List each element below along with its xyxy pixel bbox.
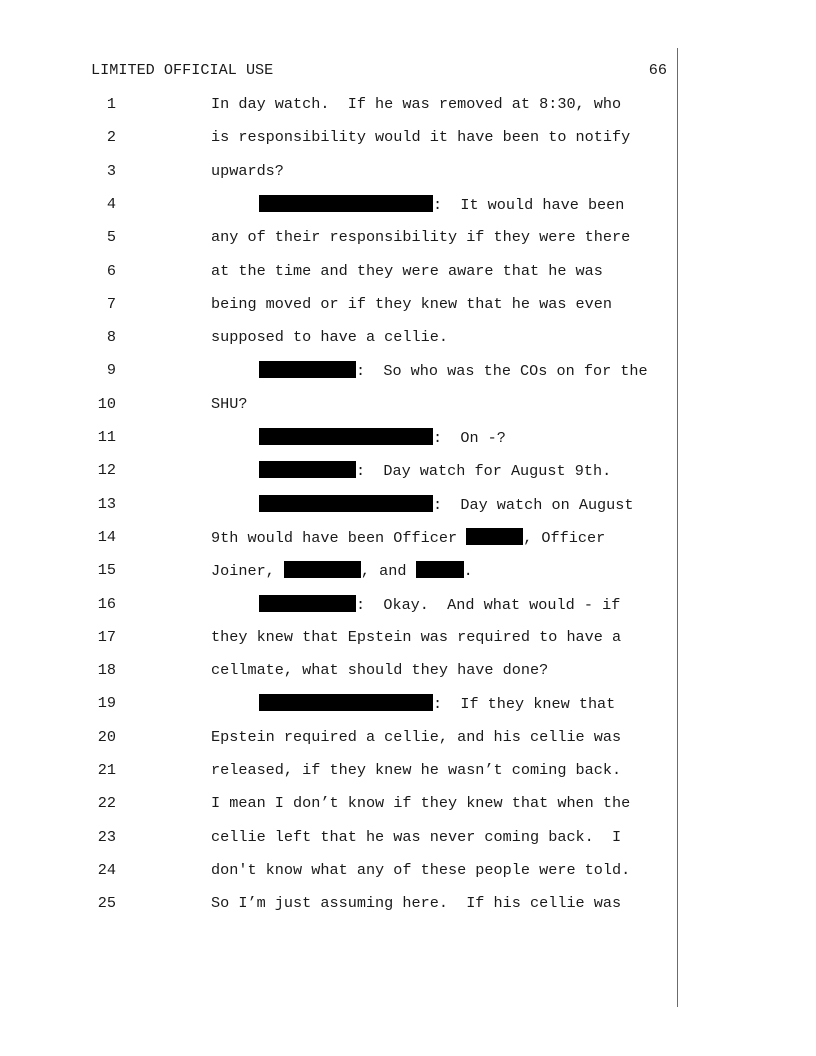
text-segment: Joiner, [211, 562, 284, 581]
line-number: 19 [97, 694, 116, 713]
line-text [211, 761, 621, 779]
line-text [211, 228, 630, 246]
line-text [211, 894, 621, 912]
transcript-line [0, 561, 680, 581]
line-text [211, 628, 621, 646]
text-segment: supposed to have a cellie. [211, 328, 448, 347]
line-number: 24 [97, 860, 116, 879]
transcript-line [0, 761, 680, 781]
speaker-line-text [259, 461, 611, 480]
line-text [211, 794, 630, 812]
line-number: 15 [97, 561, 116, 580]
text-segment: cellie left that he was never coming back. I [211, 827, 622, 846]
text-segment: : It would have been [433, 195, 625, 214]
text-segment: , and [360, 562, 416, 581]
line-number: 3 [106, 161, 116, 180]
transcript-line [0, 595, 680, 615]
transcript-line [0, 528, 680, 548]
line-text [211, 661, 548, 679]
speaker-line-text [259, 495, 634, 514]
line-number: 22 [97, 794, 116, 813]
line-text [211, 828, 621, 846]
line-number: 1 [106, 95, 116, 113]
page-number: 66 [648, 61, 667, 79]
transcript-line [0, 295, 680, 315]
transcript-line [0, 195, 680, 215]
redaction-box [259, 495, 433, 512]
line-text [211, 328, 448, 346]
transcript-line [0, 395, 680, 415]
line-number: 13 [97, 494, 116, 513]
speaker-line-text [259, 195, 624, 214]
transcript-line [0, 728, 680, 748]
redaction-box [416, 561, 464, 578]
speaker-line-text [259, 361, 648, 380]
line-number: 17 [97, 627, 116, 646]
transcript-line [0, 661, 680, 681]
transcript-line [0, 95, 680, 115]
line-number: 14 [97, 527, 116, 546]
redaction-box [259, 428, 433, 445]
line-number: 9 [106, 361, 116, 380]
text-segment: any of their responsibility if they were there [211, 228, 631, 247]
line-number: 6 [106, 261, 116, 280]
text-segment: they knew that Epstein was required to have a [211, 627, 622, 646]
text-segment: : If they knew that [433, 695, 616, 714]
transcript-line [0, 262, 680, 282]
line-number: 25 [97, 894, 116, 913]
redaction-box [466, 528, 523, 545]
text-segment: : Day watch on August [433, 495, 634, 514]
line-number: 10 [97, 394, 116, 413]
redaction-box [284, 561, 361, 578]
line-number: 23 [97, 827, 116, 846]
transcript-line [0, 461, 680, 481]
transcript-line [0, 228, 680, 248]
transcript-line [0, 861, 680, 881]
redaction-box [259, 595, 356, 612]
text-segment: In day watch. If he was removed at 8:30, who [211, 95, 622, 113]
line-number: 2 [106, 128, 116, 147]
transcript-line [0, 361, 680, 381]
line-text [211, 95, 621, 113]
line-number: 4 [106, 194, 116, 213]
line-number: 12 [97, 461, 116, 480]
text-segment: : Day watch for August 9th. [356, 462, 612, 481]
text-segment: : On -? [433, 429, 506, 447]
text-segment: So I’m just assuming here. If his cellie was [211, 894, 622, 913]
line-text [211, 728, 621, 746]
text-segment: Epstein required a cellie, and his cellie was [211, 727, 622, 746]
text-segment: released, if they knew he wasn’t coming back. [211, 761, 622, 779]
transcript-line [0, 495, 680, 515]
transcript-line [0, 794, 680, 814]
line-number: 5 [106, 228, 116, 247]
transcript-line [0, 894, 680, 914]
text-segment: at the time and they were aware that he was [211, 261, 603, 280]
line-number: 20 [97, 727, 116, 746]
line-text [211, 262, 603, 280]
line-number: 18 [97, 661, 116, 680]
line-number: 11 [97, 428, 116, 446]
line-text [211, 528, 605, 547]
transcript-line [0, 128, 680, 148]
line-number: 21 [97, 761, 116, 779]
line-number: 16 [97, 594, 116, 613]
transcript-line [0, 162, 680, 182]
line-text [211, 128, 630, 146]
line-number: 7 [106, 294, 116, 313]
text-segment: : Okay. And what would - if [356, 595, 621, 614]
transcript-line [0, 828, 680, 848]
text-segment: don't know what any of these people were told. [211, 860, 631, 879]
transcript-line [0, 628, 680, 648]
transcript-line [0, 694, 680, 714]
transcript-line [0, 428, 680, 448]
text-segment: is responsibility would it have been to notify [211, 128, 631, 147]
text-segment: upwards? [211, 161, 284, 180]
text-segment: , Officer [523, 528, 606, 547]
line-text [211, 395, 247, 413]
line-text [211, 162, 284, 180]
transcript-line [0, 328, 680, 348]
redaction-box [259, 361, 356, 378]
redaction-box [259, 694, 433, 711]
redaction-box [259, 195, 433, 212]
redaction-box [259, 461, 356, 478]
speaker-line-text [259, 595, 620, 614]
text-segment: . [463, 562, 473, 581]
text-segment: being moved or if they knew that he was even [211, 294, 613, 313]
text-segment: cellmate, what should they have done? [211, 661, 549, 680]
text-segment: : So who was the COs on for the [356, 362, 648, 381]
text-segment: 9th would have been Officer [211, 528, 467, 547]
line-text [211, 561, 473, 580]
text-segment: I mean I don’t know if they knew that when the [211, 794, 631, 813]
line-text [211, 295, 612, 313]
line-text [211, 861, 630, 879]
speaker-line-text [259, 694, 615, 713]
classification-header: LIMITED OFFICIAL USE [91, 61, 274, 79]
text-segment: SHU? [211, 394, 248, 413]
line-number: 8 [106, 328, 116, 347]
speaker-line-text [259, 428, 506, 447]
